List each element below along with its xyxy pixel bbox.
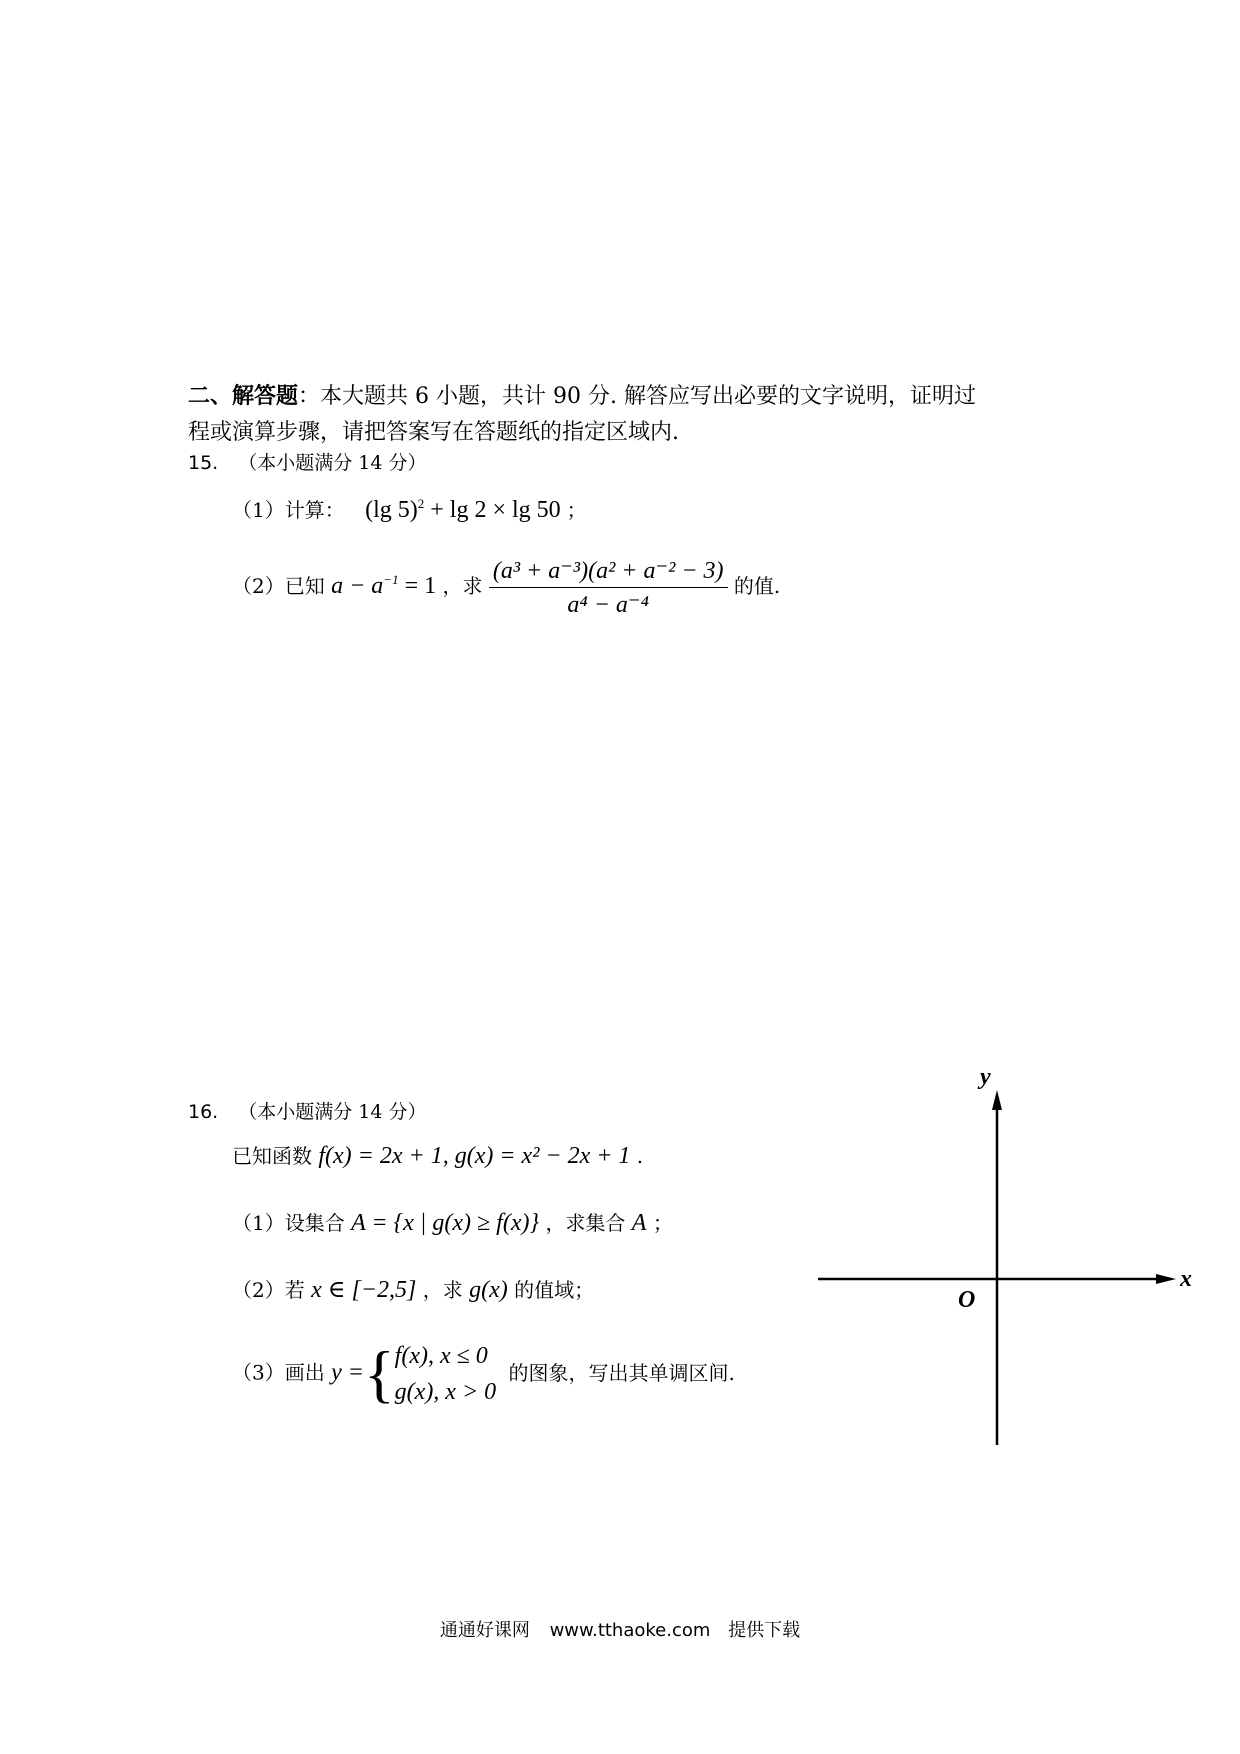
q16-number: 16. xyxy=(188,1101,219,1123)
q16-p1-ask: ，求集合 xyxy=(545,1211,626,1235)
x-axis-arrow xyxy=(1156,1274,1176,1284)
q16-p3-brace: { xyxy=(363,1338,395,1409)
y-axis-arrow xyxy=(992,1090,1002,1110)
q16-p1-end: ； xyxy=(652,1211,673,1235)
q16-part2 xyxy=(232,1274,594,1304)
q16-given-expr: f(x) = 2x + 1, g(x) = x² − 2x + 1 xyxy=(318,1143,631,1169)
q16-header xyxy=(188,1097,427,1124)
q15-p2-fraction xyxy=(489,556,728,619)
footer xyxy=(0,1616,1240,1642)
q15-p2-cond-end: = 1 xyxy=(398,573,437,599)
q16-p3-case1: f(x), x ≤ 0 xyxy=(394,1343,488,1369)
q16-p2-label: （2）若 xyxy=(232,1278,305,1302)
section-intro-1: ：本大题共 6 小题，共计 90 分. 解答应写出必要的文字说明，证明过 xyxy=(298,384,976,409)
section-intro-2: 程或演算步骤，请把答案写在答题纸的指定区域内. xyxy=(188,420,679,445)
q16-given xyxy=(232,1140,643,1170)
q16-points: （本小题满分 14 分） xyxy=(238,1101,427,1123)
q16-p2-fn: g(x) xyxy=(469,1277,508,1303)
q16-p1-label: （1）设集合 xyxy=(232,1211,345,1235)
q16-p3-end: 的图象，写出其单调区间. xyxy=(508,1360,735,1385)
q15-p1-label: （1）计算： xyxy=(232,498,345,522)
q16-p3-label: （3）画出 xyxy=(232,1360,325,1385)
q16-p1-expr: A = {x | g(x) ≥ f(x)} xyxy=(351,1210,540,1236)
section-heading xyxy=(188,378,1088,451)
q15-part2 xyxy=(232,556,780,619)
q16-part1 xyxy=(232,1207,673,1237)
x-axis-label: x xyxy=(1180,1266,1192,1292)
footer-suffix: 提供下载 xyxy=(728,1620,801,1641)
q15-p2-ask: ，求 xyxy=(442,574,483,598)
q16-p3-y: y = xyxy=(331,1359,364,1386)
q16-p3-case2: g(x), x > 0 xyxy=(394,1379,497,1405)
q15-p2-end: 的值. xyxy=(733,574,781,598)
q15-p1-sup: 2 xyxy=(417,496,425,511)
q15-header xyxy=(188,448,427,475)
q15-p1-expr-a: (lg 5) xyxy=(365,497,418,523)
coordinate-axes xyxy=(800,1060,1200,1470)
q15-p2-denominator: a⁴ − a⁻⁴ xyxy=(567,592,649,618)
q15-points: （本小题满分 14 分） xyxy=(238,452,427,474)
q15-number: 15. xyxy=(188,452,219,474)
q15-p1-end: ； xyxy=(566,498,587,522)
q15-p2-cond-sup: −1 xyxy=(383,572,399,587)
q15-part1 xyxy=(232,494,587,524)
q15-p2-label: （2）已知 xyxy=(232,574,325,598)
q16-p3-cases xyxy=(395,1338,496,1410)
q16-part3 xyxy=(232,1338,735,1410)
q16-p1-var: A xyxy=(631,1210,647,1236)
q15-p2-cond: a − a xyxy=(331,573,384,599)
q16-p2-end: 的值域； xyxy=(514,1278,595,1302)
q15-p2-numerator: (a³ + a⁻³)(a² + a⁻² − 3) xyxy=(489,556,728,588)
footer-site-name: 通通好课网 xyxy=(439,1620,530,1641)
q16-given-end: . xyxy=(636,1144,644,1168)
q16-p2-expr: x ∈ [−2,5] xyxy=(311,1277,417,1303)
y-axis-label: y xyxy=(980,1064,991,1090)
q15-p1-expr-b: + lg 2 × lg 50 xyxy=(424,497,561,523)
footer-url: www.tthaoke.com xyxy=(549,1620,711,1641)
q16-given-label: 已知函数 xyxy=(232,1144,312,1168)
q16-p2-ask: ，求 xyxy=(422,1278,463,1302)
origin-label: O xyxy=(958,1287,976,1313)
section-title: 二、解答题 xyxy=(188,383,299,409)
